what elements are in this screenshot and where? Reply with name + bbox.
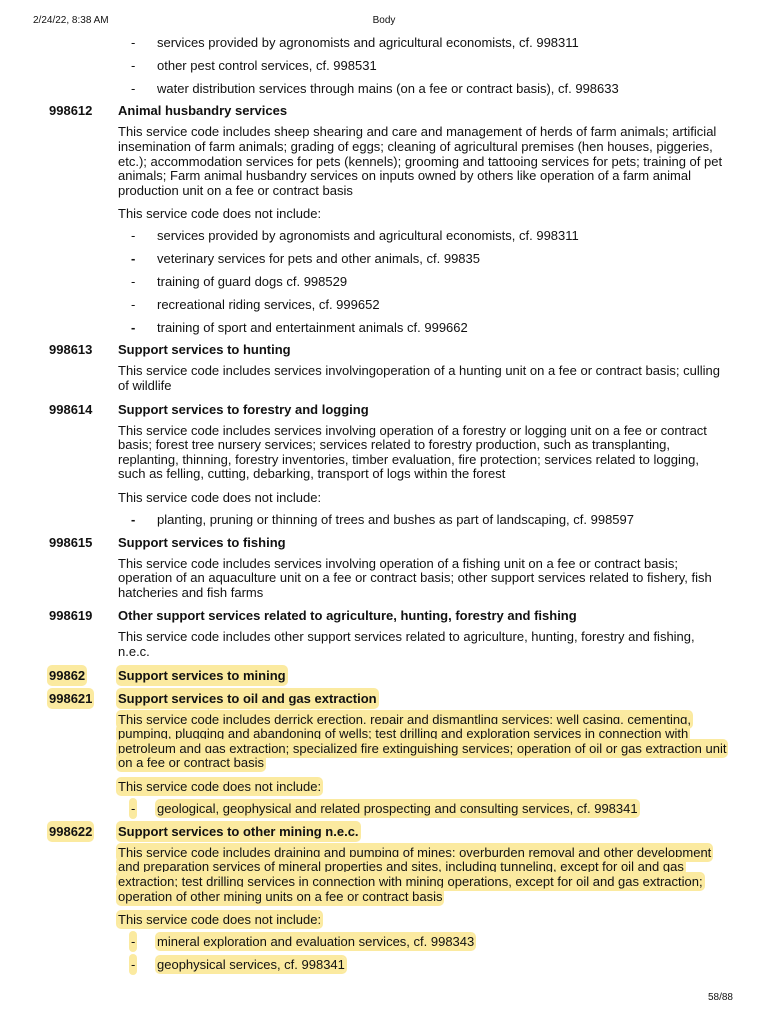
paragraph-text: This service code does not include: <box>118 779 322 795</box>
list-bullet: - <box>131 957 136 973</box>
description-paragraph <box>118 846 730 904</box>
paragraph-text: This service code includes services involving operation of a fishing unit on a fee or contract basis; operation of an aquaculture unit on a fee or contract basis; other support services related to fishery, fish hatcheries and fish farms <box>118 555 712 600</box>
description-paragraph <box>118 778 730 795</box>
section-title: Support services to hunting <box>118 342 291 358</box>
list-item-label: geological, geophysical and related prospecting and consulting services, cf. 998341 <box>157 801 638 817</box>
description-paragraph <box>118 713 730 771</box>
list-item-label: recreational riding services, cf. 999652 <box>157 296 380 312</box>
list-bullet: - <box>131 57 136 73</box>
section-heading <box>0 823 768 840</box>
description-paragraph <box>118 205 730 222</box>
list-item-label: other pest control services, cf. 998531 <box>157 57 377 73</box>
section-heading <box>0 401 768 418</box>
list-item-label: geophysical services, cf. 998341 <box>157 957 345 973</box>
list-bullet: - <box>131 251 136 267</box>
list-item <box>0 227 768 244</box>
section-title: Support services to mining <box>118 667 286 683</box>
paragraph-text: This service code does not include: <box>118 206 322 222</box>
list-item <box>0 319 768 336</box>
service-code: 998621 <box>49 690 93 706</box>
list-item-label: mineral exploration and evaluation services, cf. 998343 <box>157 934 475 950</box>
document-body <box>0 34 768 979</box>
list-item-text <box>157 296 380 313</box>
description-paragraph <box>118 911 730 928</box>
list-item-label: services provided by agronomists and agricultural economists, cf. 998311 <box>157 35 579 50</box>
description-paragraph <box>118 424 730 482</box>
list-item-label: planting, pruning or thinning of trees and bushes as part of landscaping, cf. 998597 <box>157 511 634 527</box>
list-item <box>0 34 768 51</box>
service-code: 99862 <box>49 667 86 683</box>
list-item-text <box>157 34 579 51</box>
service-code: 998614 <box>49 401 93 417</box>
list-bullet: - <box>131 228 136 244</box>
list-item-text <box>157 80 619 97</box>
service-code: 998613 <box>49 342 93 358</box>
section-heading <box>0 667 768 684</box>
list-item-text <box>157 57 377 74</box>
service-code: 998622 <box>49 823 93 839</box>
paragraph-text: This service code includes services involving operation of a forestry or logging unit on a fee or contract basis; forest tree nursery services; services related to forestry production, such as transplanting, replanting, thinning, forestry inventories, timber evaluation, fire protection; services related to logging, such as felling, cutting, debarking, transport of logs within the forest <box>118 422 707 482</box>
print-datetime: 2/24/22, 8:38 AM <box>33 15 109 26</box>
list-bullet: - <box>131 319 136 335</box>
list-item-label: training of guard dogs cf. 998529 <box>157 273 348 289</box>
description-paragraph <box>118 557 730 601</box>
section-heading <box>0 534 768 551</box>
list-item-text <box>157 800 638 817</box>
description-paragraph <box>118 489 730 506</box>
service-code: 998615 <box>49 534 93 550</box>
list-item <box>0 57 768 74</box>
page-number: 58/88 <box>707 992 733 1003</box>
list-item <box>0 80 768 97</box>
paragraph-text: This service code includes draining and pumping of mines; overburden removal and other development and preparation services of mineral properties and sites, including tunneling, except for oil and gas extraction; test drilling services in connection with mining operations, except for oil and gas extraction; operation of other mining units on a fee or contract basis <box>118 844 712 904</box>
section-title: Support services to oil and gas extraction <box>118 690 377 706</box>
service-code: 998619 <box>49 608 93 624</box>
section-title: Other support services related to agriculture, hunting, forestry and fishing <box>118 608 577 624</box>
list-item-text <box>157 250 480 267</box>
description-paragraph <box>118 125 730 198</box>
list-bullet: - <box>131 80 136 96</box>
list-item-text <box>157 511 634 528</box>
list-item <box>0 296 768 313</box>
list-bullet: - <box>131 801 136 817</box>
page-header <box>0 15 768 29</box>
section-title: Support services to other mining n.e.c. <box>118 823 359 839</box>
list-item <box>0 273 768 290</box>
section-heading <box>0 341 768 358</box>
list-item-text <box>157 933 474 950</box>
list-bullet: - <box>131 511 136 527</box>
list-item-text <box>157 956 345 973</box>
paragraph-text: This service code includes derrick erection, repair and dismantling services; well casing, cementing, pumping, plugging and abandoning of wells; test drilling and exploration services in connection with petroleum and gas extraction; specialized fire extinguishing services; operation of oil or gas extraction unit on a fee or contract basis <box>118 711 727 771</box>
section-title: Support services to forestry and logging <box>118 401 369 417</box>
page-header-title: Body <box>372 15 396 26</box>
paragraph-text: This service code includes services involvingoperation of a hunting unit on a fee or contract basis; culling of wildlife <box>118 363 720 393</box>
list-item-text <box>157 319 468 336</box>
paragraph-text: This service code includes sheep shearing and care and management of herds of farm animals; artificial insemination of farm animals; grading of eggs; cleaning of agricultural premises (hen houses, piggeries, etc.); accommodation services for pets (kennels); grooming and tattooing services for pets; training of pet animals; Farm animal husbandry services on inputs owned by others like operation of a farm animal production unit on a fee or contract basis <box>118 124 723 198</box>
list-bullet: - <box>131 273 136 289</box>
description-paragraph <box>118 364 730 393</box>
paragraph-text: This service code does not include: <box>118 489 322 505</box>
list-item <box>0 511 768 528</box>
list-item-label: services provided by agronomists and agricultural economists, cf. 998311 <box>157 228 579 244</box>
list-item <box>0 800 768 817</box>
list-item-label: veterinary services for pets and other animals, cf. 99835 <box>157 251 480 267</box>
list-bullet: - <box>131 296 136 312</box>
list-bullet: - <box>131 35 136 50</box>
paragraph-text: This service code does not include: <box>118 912 322 928</box>
list-bullet: - <box>131 934 136 950</box>
description-paragraph <box>118 630 730 659</box>
list-item <box>0 250 768 267</box>
list-item-text <box>157 273 347 290</box>
section-title: Support services to fishing <box>118 534 286 550</box>
paragraph-text: This service code includes other support services related to agriculture, hunting, forestry and fishing, n.e.c. <box>118 629 695 660</box>
section-heading <box>0 690 768 707</box>
section-title: Animal husbandry services <box>118 103 288 119</box>
list-item <box>0 956 768 973</box>
section-heading <box>0 102 768 119</box>
list-item <box>0 933 768 950</box>
list-item-label: training of sport and entertainment animals cf. 999662 <box>157 319 468 335</box>
list-item-text <box>157 227 579 244</box>
section-heading <box>0 607 768 624</box>
list-item-label: water distribution services through mains (on a fee or contract basis), cf. 998633 <box>157 80 619 96</box>
service-code: 998612 <box>49 103 93 119</box>
